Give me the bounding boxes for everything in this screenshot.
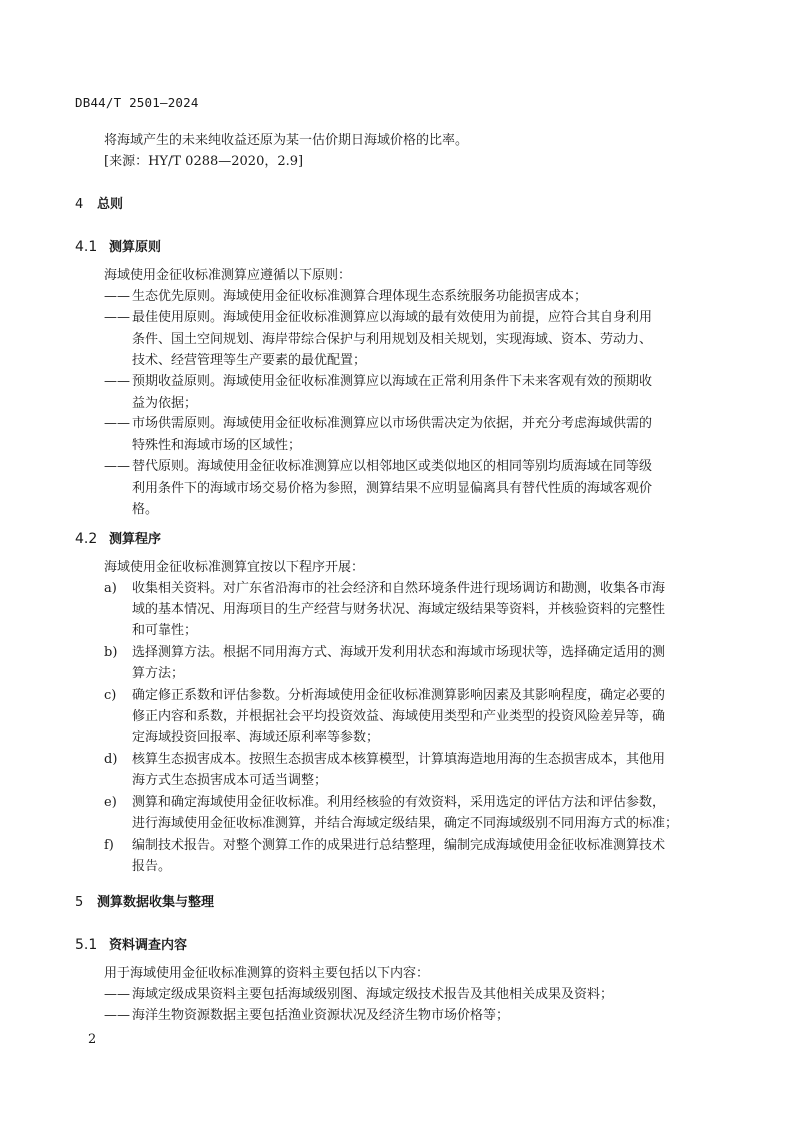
source-citation: [来源：HY/T 0288—2020，2.9]	[104, 154, 304, 169]
item-text: 报告。	[132, 859, 172, 874]
item-label: d)	[104, 752, 118, 767]
page-number: 2	[88, 1032, 97, 1047]
section-5-heading	[75, 891, 214, 910]
item-text: 定海域投资回报率、海域还原利率等参数；	[132, 730, 380, 745]
document-code-header: DB44/T 2501—2024	[75, 95, 199, 110]
list-item-text: 生态优先原则。海域使用金征收标准测算合理体现生态系统服务功能损害成本；	[132, 289, 588, 304]
data-content-lead: 用于海域使用金征收标准测算的资料主要包括以下内容：	[104, 966, 430, 981]
list-item-text: 技术、经营管理等生产要素的最优配置；	[132, 353, 367, 368]
item-text: 核算生态损害成本。按照生态损害成本核算模型，计算填海造地用海的生态损害成本，其他用	[132, 752, 666, 767]
list-item	[104, 371, 704, 414]
list-item	[104, 984, 704, 1006]
item-label: b)	[104, 645, 118, 660]
item-text: 收集相关资料。对广东省沿海市的社会经济和自然环境条件进行现场调访和勘测，收集各市海	[132, 581, 666, 596]
list-item	[104, 413, 704, 456]
section-4-1-heading	[75, 236, 161, 255]
list-item-text: 最佳使用原则。海域使用金征收标准测算应以海域的最有效使用为前提，应符合其自身利用	[132, 310, 653, 325]
item-text: 编制技术报告。对整个测算工作的成果进行总结整理，编制完成海域使用金征收标准测算技术	[132, 838, 666, 853]
item-label: f)	[104, 838, 114, 853]
section-4-2-heading	[75, 528, 161, 547]
item-text: 测算和确定海域使用金征收标准。利用经核验的有效资料，采用选定的评估方法和评估参数，	[132, 795, 666, 810]
procedure-item-d	[104, 749, 704, 791]
section-number: 4	[75, 197, 84, 212]
section-title: 测算原则	[109, 240, 162, 255]
item-text: 域的基本情况、用海项目的生产经营与财务状况、海域定级结果等资料，并核验资料的完整性	[132, 602, 666, 617]
list-item-text: 利用条件下的海域市场交易价格为参照，测算结果不应明显偏离具有替代性质的海域客观价	[132, 480, 653, 496]
section-number: 5.1	[75, 937, 98, 953]
dash-marker: ——	[104, 310, 130, 325]
section-number: 5	[75, 895, 84, 910]
section-number: 4.1	[75, 239, 98, 255]
dash-marker: ——	[104, 289, 130, 304]
dash-marker: ——	[104, 416, 130, 431]
procedure-item-f	[104, 835, 704, 877]
item-text: 修正内容和系数，并根据社会平均投资效益、海域使用类型和产业类型的投资风险差异等，确	[132, 709, 666, 724]
section-5-1-heading	[75, 934, 187, 953]
list-item-text: 市场供需原则。海域使用金征收标准测算应以市场供需决定为依据，并充分考虑海域供需的	[132, 416, 653, 431]
procedure-lead: 海域使用金征收标准测算宜按以下程序开展：	[104, 560, 365, 575]
item-text: 海方式生态损害成本可适当调整；	[132, 773, 328, 788]
list-item	[104, 1005, 704, 1027]
dash-marker: ——	[104, 374, 130, 389]
list-item-text: 条件、国土空间规划、海岸带综合保护与利用规划及相关规划，实现海域、资本、劳动力、	[132, 331, 653, 347]
dash-marker: ——	[104, 1008, 130, 1023]
list-item-text: 海洋生物资源数据主要包括渔业资源状况及经济生物市场价格等；	[132, 1008, 510, 1023]
list-item-text: 特殊性和海域市场的区域性；	[132, 437, 302, 453]
dash-marker: ——	[104, 987, 130, 1002]
dash-marker: ——	[104, 459, 130, 474]
list-item-text: 替代原则。海域使用金征收标准测算应以相邻地区或类似地区的相同等别均质海域在同等级	[132, 459, 653, 474]
section-title: 资料调查内容	[109, 938, 188, 953]
list-item-text: 格。	[132, 502, 159, 517]
list-item-text: 益为依据；	[132, 395, 198, 411]
section-4-heading	[75, 193, 123, 212]
list-item-text: 海域定级成果资料主要包括海域级别图、海域定级技术报告及其他相关成果及资料；	[132, 987, 614, 1002]
item-text: 算方法；	[132, 666, 185, 681]
item-label: e)	[104, 795, 117, 810]
item-text: 和可靠性；	[132, 623, 198, 638]
procedure-item-c	[104, 685, 704, 748]
item-label: a)	[104, 581, 117, 596]
procedure-item-a	[104, 578, 704, 641]
section-number: 4.2	[75, 531, 98, 547]
item-text: 选择测算方法。根据不同用海方式、海域开发利用状态和海域市场现状等，选择确定适用的测	[132, 645, 666, 660]
item-text: 确定修正系数和评估参数。分析海域使用金征收标准测算影响因素及其影响程度，确定必要的	[132, 688, 666, 703]
section-title: 总则	[97, 197, 124, 212]
definition-text: 将海域产生的未来纯收益还原为某一估价期日海域价格的比率。	[104, 133, 469, 148]
principles-lead: 海域使用金征收标准测算应遵循以下原则：	[104, 268, 352, 283]
procedure-item-e	[104, 792, 704, 834]
procedure-item-b	[104, 642, 704, 684]
list-item-text: 预期收益原则。海域使用金征收标准测算应以海域在正常利用条件下未来客观有效的预期收	[132, 374, 653, 389]
list-item	[104, 286, 704, 308]
section-title: 测算数据收集与整理	[97, 895, 215, 910]
item-label: c)	[104, 688, 117, 703]
list-item	[104, 307, 704, 372]
item-text: 进行海域使用金征收标准测算，并结合海域定级结果，确定不同海域级别不同用海方式的标准；	[132, 816, 679, 831]
list-item	[104, 456, 704, 521]
section-title: 测算程序	[109, 532, 162, 547]
